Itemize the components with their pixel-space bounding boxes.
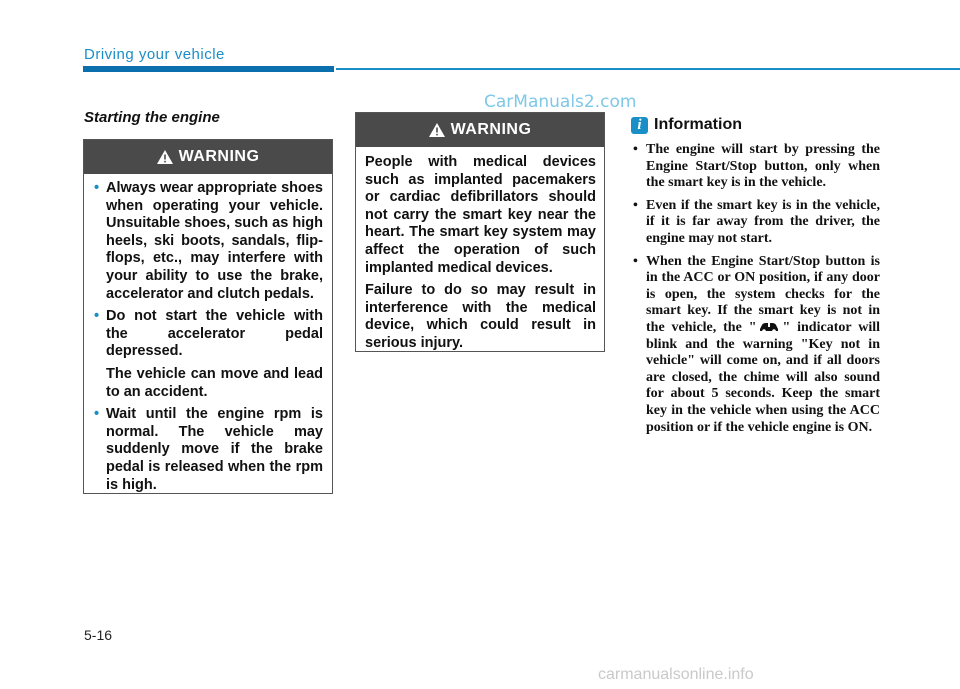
info-item	[633, 254, 880, 437]
warning-header	[356, 113, 604, 147]
information-header	[631, 116, 742, 134]
warning-item: • Always wear appropriate shoes when operating your vehicle. Unsuitable shoes, such as high heels, ski boots, sandals, flip-flops, etc., may interfere with your ability to use the brake, accelerator and clutch pedals.	[96, 180, 323, 303]
watermark-bottom: carmanualsonline.info	[598, 666, 754, 683]
warning-item: • Wait until the engine rpm is normal. The vehicle may suddenly move if the brake pedal is released when the rpm is high.	[96, 406, 323, 494]
subheading: Starting the engine	[84, 109, 220, 126]
watermark-top: CarManuals2.com	[484, 92, 637, 112]
information-list	[633, 142, 880, 442]
warning-item: • Do not start the vehicle with the accelerator pedal depressed.	[96, 308, 323, 361]
info-text: When the Engine Start/Stop button is in the ACC or ON position, if any door is open, the system checks for the smart key. If the smart key is not in the vehicle, the "	[646, 253, 880, 335]
header-rule-light	[336, 68, 960, 70]
info-text: " indicator will blink and the warning "Key not in vehicle" will come on, and if all doors are closed, the chime will also sound for about 5 seconds. Keep the smart key in the vehicle when using the ACC position or if the vehicle engine is ON.	[646, 319, 880, 435]
information-title: Information	[654, 116, 742, 133]
car-key-indicator-icon	[758, 321, 780, 333]
warning-note: The vehicle can move and lead to an accident.	[106, 365, 323, 400]
warning-title: WARNING	[178, 148, 260, 165]
warning-triangle-icon	[157, 150, 173, 164]
section-title: Driving your vehicle	[84, 46, 225, 63]
warning-paragraph: Failure to do so may result in interference with the medical device, which could result in serious injury.	[365, 282, 596, 351]
info-icon: i	[631, 117, 648, 134]
warning-box-medical	[355, 112, 605, 352]
warning-title: WARNING	[450, 121, 532, 138]
warning-box-shoes	[83, 139, 333, 494]
info-item: • Even if the smart key is in the vehicle, if it is far away from the driver, the engine may not start.	[633, 198, 880, 248]
page-number: 5-16	[84, 627, 113, 643]
warning-triangle-icon	[429, 123, 445, 137]
info-item: • The engine will start by pressing the Engine Start/Stop button, only when the smart key is in the vehicle.	[633, 142, 880, 192]
warning-header	[84, 140, 332, 174]
header-rule-dark	[83, 66, 334, 72]
warning-paragraph: People with medical devices such as implanted pacemakers or cardiac defibrillators should not carry the smart key near the heart. The smart key system may affect the operation of such implanted medical devices.	[365, 154, 596, 276]
